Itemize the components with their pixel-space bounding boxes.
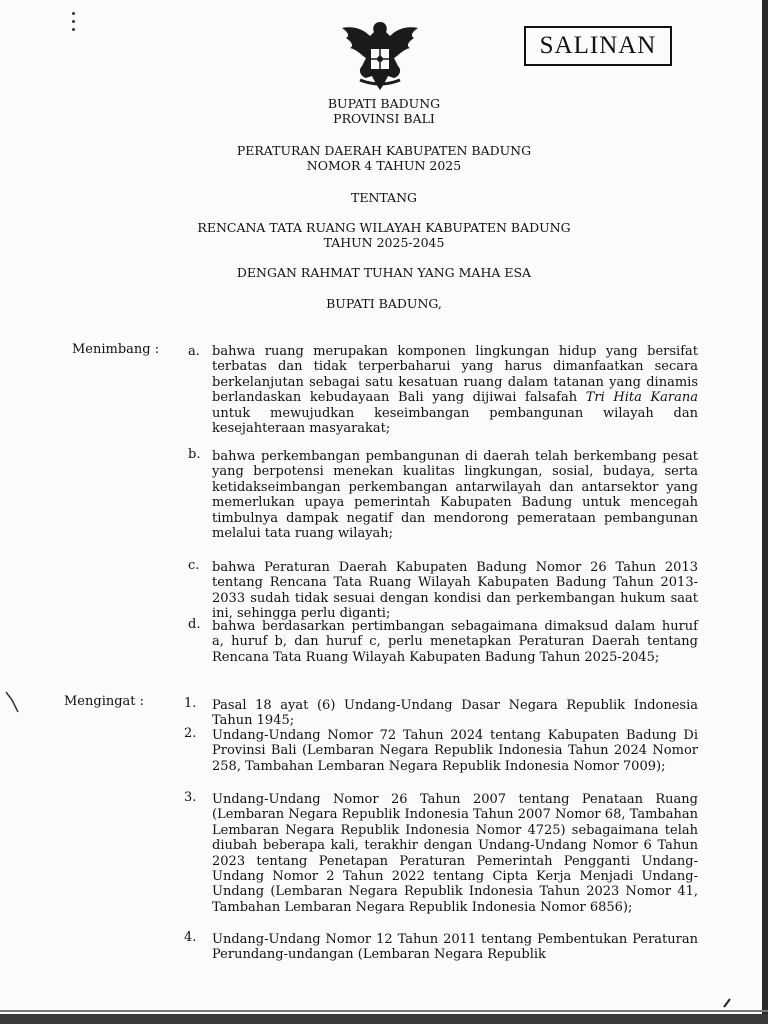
menimbang-item-d: bahwa berdasarkan pertimbangan sebagaimana dimaksud dalam huruf a, huruf b, dan huruf c, perlu menetapkan Peraturan Daerah tentang Rencana Tata Ruang Wilayah Kabupaten Badung Tahun 2025-2045;: [212, 619, 698, 665]
header-line2: PROVINSI BALI: [333, 111, 435, 126]
header-line1: BUPATI BADUNG: [327, 96, 441, 111]
mengingat-item-2: Undang-Undang Nomor 72 Tahun 2024 tentang Kabupaten Badung Di Provinsi Bali (Lembaran Negara Republik Indonesia Tahun 2024 Nomor 258, Tambahan Lembaran Negara Republik Indonesia Nomor 7009);: [212, 728, 698, 774]
margin-mark: [4, 690, 24, 720]
mengingat-item-1: Pasal 18 ayat (6) Undang-Undang Dasar Negara Republik Indonesia Tahun 1945;: [212, 698, 698, 729]
menimbang-letter-a: a.: [188, 344, 200, 359]
blessing-line: DENGAN RAHMAT TUHAN YANG MAHA ESA: [236, 265, 532, 280]
garuda-emblem-icon: [332, 16, 428, 92]
mengingat-number-1: 1.: [184, 696, 197, 711]
regulation-number: NOMOR 4 TAHUN 2025: [306, 158, 462, 173]
regulation-title: PERATURAN DAERAH KABUPATEN BADUNG: [236, 143, 532, 158]
scan-edge-right: [762, 0, 768, 1024]
menimbang-letter-c: c.: [188, 558, 200, 573]
menimbang-item-a: bahwa ruang merupakan komponen lingkungan hidup yang bersifat terbatas dan tidak terperbaharui yang harus dimanfaatkan secara berkelanjutan sebagai satu kesatuan ruang dalam tatanan yang dinamis berlandaskan kebudayaan Bali yang dijiwai falsafah Tri Hita Karana untuk mewujudkan keseimbangan pembangunan wilayah dan kesejahteraan masyarakat;: [212, 344, 698, 437]
menimbang-item-c: bahwa Peraturan Daerah Kabupaten Badung Nomor 26 Tahun 2013 tentang Rencana Tata Ruang Wilayah Kabupaten Badung Tahun 2013-2033 sudah tidak sesuai dengan kondisi dan perkembangan hukum saat ini, sehingga perlu diganti;: [212, 560, 698, 622]
corner-mark: [722, 998, 732, 1008]
regent-line: BUPATI BADUNG,: [326, 296, 442, 311]
about-heading: TENTANG: [350, 190, 417, 205]
mengingat-label: Mengingat :: [64, 694, 145, 709]
menimbang-letter-b: b.: [188, 447, 201, 462]
scan-edge-line: [0, 1010, 768, 1012]
mengingat-number-2: 2.: [184, 726, 197, 741]
mengingat-item-4: Undang-Undang Nomor 12 Tahun 2011 tentang Pembentukan Peraturan Perundang-undangan (Lembaran Negara Republik: [212, 932, 698, 963]
menimbang-label: Menimbang :: [72, 342, 160, 357]
mengingat-number-3: 3.: [184, 790, 197, 805]
subject-line1: RENCANA TATA RUANG WILAYAH KABUPATEN BADUNG: [197, 220, 571, 235]
punch-dots: [72, 12, 76, 32]
salinan-stamp: SALINAN: [524, 26, 672, 66]
subject-line2: TAHUN 2025-2045: [323, 235, 445, 250]
scan-edge-bottom: [0, 1014, 768, 1024]
mengingat-number-4: 4.: [184, 930, 197, 945]
mengingat-item-3: Undang-Undang Nomor 26 Tahun 2007 tentang Penataan Ruang (Lembaran Negara Republik Indonesia Tahun 2007 Nomor 68, Tambahan Lembaran Negara Republik Indonesia Nomor 4725) sebagaimana telah diubah beberapa kali, terakhir dengan Undang-Undang Nomor 6 Tahun 2023 tentang Penetapan Peraturan Pemerintah Pengganti Undang-Undang Nomor 2 Tahun 2022 tentang Cipta Kerja Menjadi Undang-Undang (Lembaran Negara Republik Indonesia Tahun 2023 Nomor 41, Tambahan Lembaran Negara Republik Indonesia Nomor 6856);: [212, 792, 698, 915]
menimbang-item-b: bahwa perkembangan pembangunan di daerah telah berkembang pesat yang berpotensi menekan kualitas lingkungan, sosial, budaya, serta ketidakseimbangan perkembangan antarwilayah dan antarsektor yang memerlukan upaya pemerintah Kabupaten Badung untuk mencegah timbulnya dampak negatif dan mendorong pemerataan pembangunan melalui tata ruang wilayah;: [212, 449, 698, 542]
menimbang-letter-d: d.: [188, 617, 201, 632]
